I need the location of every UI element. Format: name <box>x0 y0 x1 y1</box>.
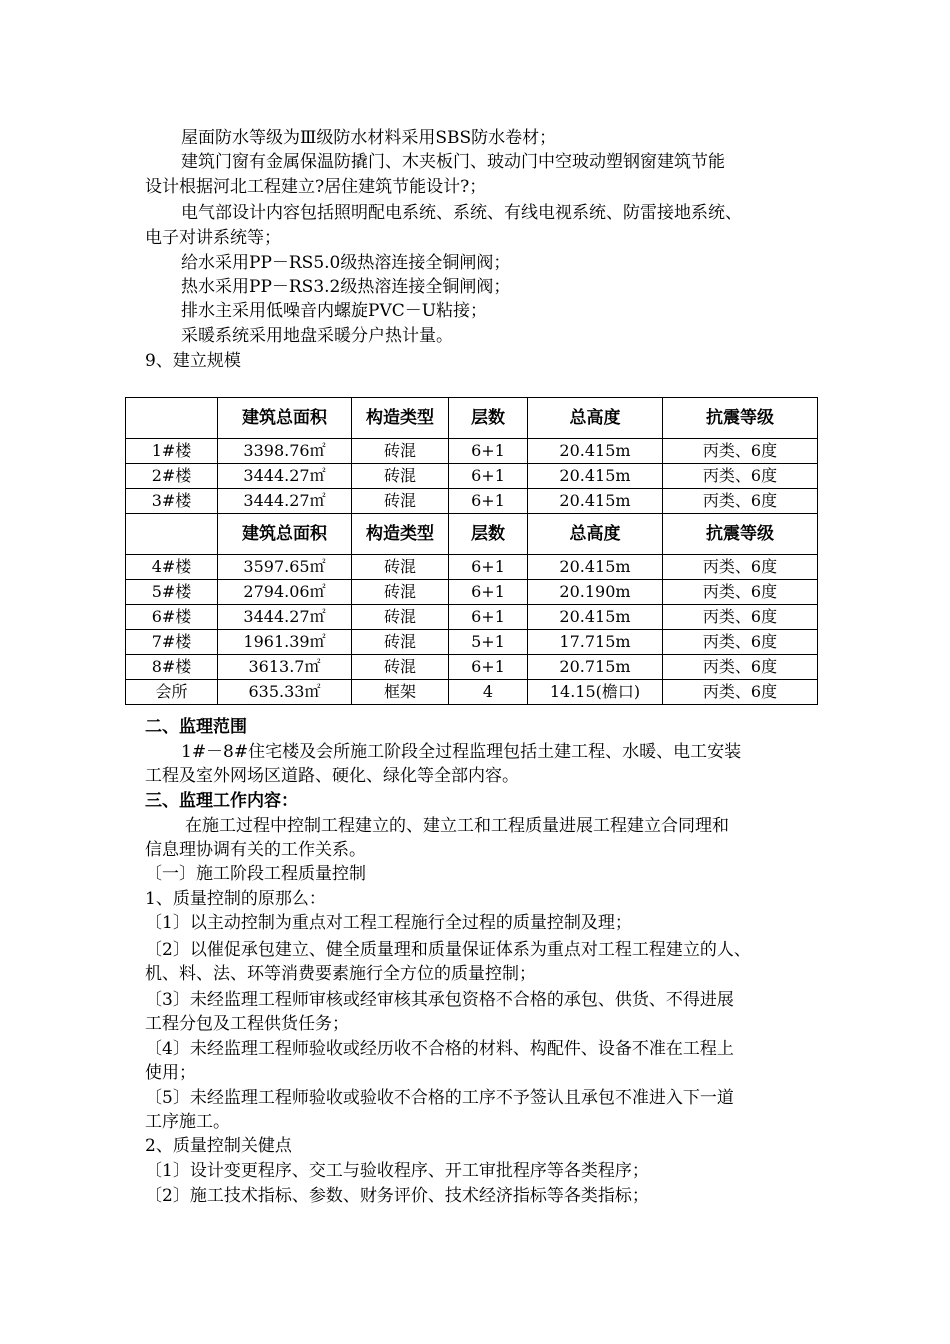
text-line: 1、质量控制的原那么： <box>145 889 326 909</box>
text-line: 给水采用PP－RS5.0级热溶连接全铜闸阀； <box>181 253 511 273</box>
table-cell: 3444.27㎡ <box>218 605 352 630</box>
table-cell: 砖混 <box>352 555 449 580</box>
table-cell: 20.415m <box>528 555 663 580</box>
table-cell: 5#楼 <box>126 580 218 605</box>
table-cell: 丙类、6度 <box>663 630 818 655</box>
table-header-row <box>126 398 818 439</box>
text-line: 〔3〕未经监理工程师审核或经审核其承包资格不合格的承包、供货、不得进展 <box>145 990 734 1010</box>
table-row <box>126 655 818 680</box>
text-line: 信息理协调有关的工作关系。 <box>145 840 366 860</box>
table-row <box>126 555 818 580</box>
table-cell: 8#楼 <box>126 655 218 680</box>
text-line: 工程及室外网场区道路、硬化、绿化等全部内容。 <box>145 766 519 786</box>
section-heading: 三、监理工作内容： <box>145 791 298 811</box>
table-cell: 砖混 <box>352 605 449 630</box>
table-cell: 砖混 <box>352 580 449 605</box>
table-cell: 1961.39㎡ <box>218 630 352 655</box>
table-cell: 6+1 <box>449 489 528 514</box>
table-cell: 砖混 <box>352 630 449 655</box>
table-cell: 7#楼 <box>126 630 218 655</box>
text-line: 电子对讲系统等； <box>145 228 281 248</box>
table-row <box>126 580 818 605</box>
text-line: 采暖系统采用地盘采暖分户热计量。 <box>181 326 453 346</box>
table-cell: 2794.06㎡ <box>218 580 352 605</box>
table-row <box>126 439 818 464</box>
header-cell <box>126 398 218 439</box>
table-cell: 丙类、6度 <box>663 680 818 705</box>
table-cell: 4#楼 <box>126 555 218 580</box>
text-line: 建筑门窗有金属保温防撬门、木夹板门、玻动门中空玻动塑钢窗建筑节能 <box>181 152 725 172</box>
table-header-row <box>126 514 818 555</box>
text-line: 〔1〕以主动控制为重点对工程工程施行全过程的质量控制及理； <box>145 913 632 933</box>
table-cell: 砖混 <box>352 464 449 489</box>
text-line: 电气部设计内容包括照明配电系统、系统、有线电视系统、防雷接地系统、 <box>181 203 742 223</box>
table-cell: 20.715m <box>528 655 663 680</box>
table-cell: 14.15(檐口) <box>528 680 663 705</box>
table-cell: 3#楼 <box>126 489 218 514</box>
table-cell: 丙类、6度 <box>663 655 818 680</box>
table-cell: 3398.76㎡ <box>218 439 352 464</box>
text-line: 机、料、法、环等消费要素施行全方位的质量控制； <box>145 964 536 984</box>
header-cell: 抗震等级 <box>663 398 818 439</box>
table-cell: 1#楼 <box>126 439 218 464</box>
text-line: 屋面防水等级为Ⅲ级防水材料采用SBS防水卷材； <box>181 128 557 148</box>
text-line: 排水主采用低噪音内螺旋PVC－U粘接； <box>181 301 488 321</box>
table-cell: 丙类、6度 <box>663 580 818 605</box>
table-cell: 3597.65㎡ <box>218 555 352 580</box>
text-line: 工序施工。 <box>145 1112 230 1132</box>
table-cell: 20.415m <box>528 489 663 514</box>
table-cell: 框架 <box>352 680 449 705</box>
table-cell: 砖混 <box>352 655 449 680</box>
header-cell: 层数 <box>449 398 528 439</box>
text-line: 热水采用PP－RS3.2级热溶连接全铜闸阀； <box>181 277 511 297</box>
header-cell: 建筑总面积 <box>218 398 352 439</box>
table-row <box>126 464 818 489</box>
table-cell: 3444.27㎡ <box>218 489 352 514</box>
table-cell: 丙类、6度 <box>663 489 818 514</box>
text-line: 工程分包及工程供货任务； <box>145 1014 349 1034</box>
table-cell: 6#楼 <box>126 605 218 630</box>
text-line: 〔2〕以催促承包建立、健全质量理和质量保证体系为重点对工程工程建立的人、 <box>145 940 751 960</box>
text-line: 〔5〕未经监理工程师验收或验收不合格的工序不予签认且承包不准进入下一道 <box>145 1088 734 1108</box>
table-row <box>126 605 818 630</box>
header-cell: 构造类型 <box>352 398 449 439</box>
table-cell: 丙类、6度 <box>663 464 818 489</box>
building-scale-table <box>125 397 818 705</box>
text-line: 在施工过程中控制工程建立的、建立工和工程质量进展工程建立合同理和 <box>185 816 729 836</box>
table-cell: 砖混 <box>352 489 449 514</box>
table-cell: 635.33㎡ <box>218 680 352 705</box>
table-cell: 6+1 <box>449 605 528 630</box>
section-heading: 9、建立规模 <box>145 351 241 371</box>
header-cell: 建筑总面积 <box>218 514 352 555</box>
table-cell: 20.415m <box>528 439 663 464</box>
text-line: 〔4〕未经监理工程师验收或经历收不合格的材料、构配件、设备不准在工程上 <box>145 1039 734 1059</box>
header-cell: 总高度 <box>528 398 663 439</box>
table-cell: 6+1 <box>449 580 528 605</box>
table-cell: 砖混 <box>352 439 449 464</box>
table-cell: 2#楼 <box>126 464 218 489</box>
text-line: 使用； <box>145 1063 196 1083</box>
text-line: 1#－8#住宅楼及会所施工阶段全过程监理包括土建工程、水暖、电工安装 <box>181 742 742 762</box>
table-cell: 6+1 <box>449 655 528 680</box>
table-cell: 丙类、6度 <box>663 555 818 580</box>
header-cell <box>126 514 218 555</box>
subsection-heading: 〔一〕施工阶段工程质量控制 <box>145 864 366 884</box>
table-cell: 20.415m <box>528 464 663 489</box>
header-cell: 层数 <box>449 514 528 555</box>
header-cell: 构造类型 <box>352 514 449 555</box>
text-line: 〔1〕设计变更程序、交工与验收程序、开工审批程序等各类程序； <box>145 1161 649 1181</box>
table-row <box>126 630 818 655</box>
text-line: 2、质量控制关健点 <box>145 1136 292 1156</box>
text-line: 〔2〕施工技术指标、参数、财务评价、技术经济指标等各类指标； <box>145 1186 649 1206</box>
header-cell: 总高度 <box>528 514 663 555</box>
table-cell: 4 <box>449 680 528 705</box>
table-cell: 20.190m <box>528 580 663 605</box>
table-row <box>126 680 818 705</box>
table-cell: 17.715m <box>528 630 663 655</box>
table-cell: 5+1 <box>449 630 528 655</box>
table-cell: 丙类、6度 <box>663 605 818 630</box>
section-heading: 二、监理范围 <box>145 717 247 737</box>
table-cell: 3444.27㎡ <box>218 464 352 489</box>
table-cell: 20.415m <box>528 605 663 630</box>
table-cell: 6+1 <box>449 464 528 489</box>
table-cell: 3613.7㎡ <box>218 655 352 680</box>
table-cell: 6+1 <box>449 439 528 464</box>
table-row <box>126 489 818 514</box>
table-cell: 丙类、6度 <box>663 439 818 464</box>
table-cell: 会所 <box>126 680 218 705</box>
header-cell: 抗震等级 <box>663 514 818 555</box>
table-cell: 6+1 <box>449 555 528 580</box>
text-line: 设计根据河北工程建立?居住建筑节能设计?； <box>145 177 487 197</box>
